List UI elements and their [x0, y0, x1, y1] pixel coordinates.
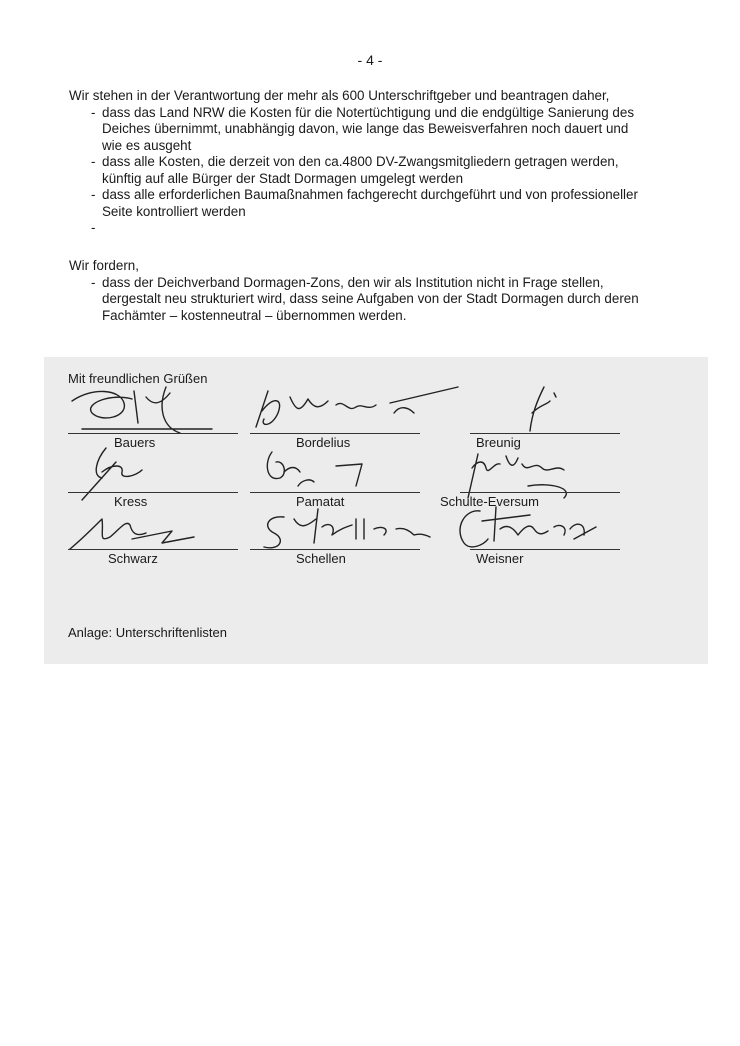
dash-bullet: -: [91, 154, 96, 169]
signature-block: [250, 509, 420, 566]
intro-paragraph: Wir stehen in der Verantwortung der mehr als 600 Unterschriftgeber und beantragen daher,: [69, 88, 610, 103]
dash-bullet: -: [91, 104, 96, 120]
signature-scribble: [434, 383, 624, 445]
dash-bullet: -: [91, 274, 96, 290]
signatory-name: Bordelius: [296, 435, 351, 450]
signatory-name: Kress: [114, 494, 148, 509]
signature-scribble: [62, 442, 252, 504]
signature-scan: [44, 357, 708, 664]
request-list: [69, 105, 639, 237]
signature-scribble: [434, 499, 624, 561]
list-item: - dass das Land NRW die Kosten für die Notertüchtigung und die endgültige Sanierung des Deiches übernimmt, unabhängig davon, wie lange das Beweisverfahren noch dauert und wie es ausgeht: [91, 104, 635, 153]
list-item: [69, 220, 639, 237]
page-number: - 4 -: [357, 52, 383, 68]
signature-scribble: [62, 383, 252, 445]
dash-bullet: -: [91, 187, 96, 202]
signature-block: [250, 393, 420, 450]
signatory-name: Bauers: [114, 435, 156, 450]
attachment-note: Anlage: Unterschriftenlisten: [68, 625, 227, 640]
demand-section: [69, 258, 639, 324]
signatory-name: Schwarz: [108, 551, 158, 566]
list-item: - dass alle Kosten, die derzeit von den ca.4800 DV-Zwangsmitgliedern getragen werden, künftig auf alle Bürger der Stadt Dormagen umgelegt werden: [91, 154, 619, 186]
request-section: [69, 88, 639, 237]
signature-block: [440, 393, 610, 450]
greeting: Mit freundlichen Grüßen: [68, 371, 208, 386]
signatory-name: Schellen: [296, 551, 346, 566]
dash-bullet: -: [91, 220, 96, 235]
signatory-name: Breunig: [476, 435, 521, 450]
signature-block: [68, 509, 238, 566]
demand-title: Wir fordern,: [69, 258, 139, 273]
signatory-name: Schulte-Eversum: [440, 494, 539, 509]
signature-block: [68, 452, 238, 509]
list-item: - dass der Deichverband Dormagen-Zons, den wir als Institution nicht in Frage stellen, dergestalt neu strukturiert wird, dass seine Aufgaben von der Stadt Dormagen durch deren Fachämter – kostenneutral – übernommen werden.: [91, 274, 639, 323]
signature-block: [440, 509, 610, 566]
signature-block: [68, 393, 238, 450]
demand-list: [69, 275, 639, 325]
signature-block: [440, 452, 610, 509]
signature-block: [250, 452, 420, 509]
list-item: - dass alle erforderlichen Baumaßnahmen fachgerecht durchgeführt und von professioneller Seite kontrolliert werden: [91, 187, 638, 219]
signatory-name: Pamatat: [296, 494, 345, 509]
signatory-name: Weisner: [476, 551, 524, 566]
